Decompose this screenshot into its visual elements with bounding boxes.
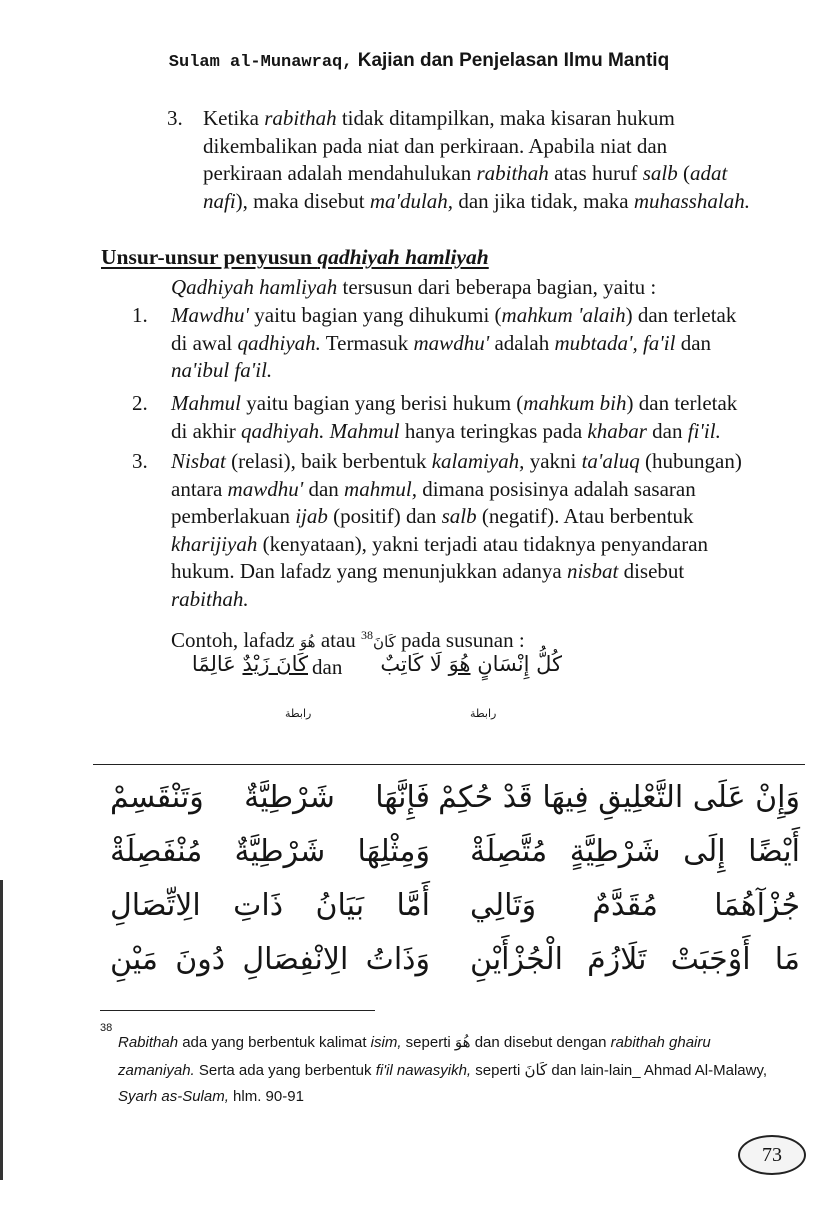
text-line: di awal qadhiyah. Termasuk mawdhu' adalah mubtada', fa'il dan: [171, 330, 712, 355]
poem-top-rule: [93, 764, 805, 765]
scan-edge: [0, 880, 3, 1180]
verse-sadr: وَإِنْ عَلَى التَّعْلِيقِ فِيهَا قَدْ حُكِمْ: [438, 780, 800, 815]
running-header: [0, 50, 838, 72]
header-title-part1: Sulam al-Munawraq,: [168, 53, 353, 72]
poem-verses: [100, 780, 800, 996]
text-line: Mawdhu' yaitu bagian yang dihukumi (mahkum 'alaih) dan terletak: [171, 303, 737, 327]
verse-line: [100, 834, 800, 888]
text-line: Rabithah ada yang berbentuk kalimat isim, seperti هُوَ dan disebut dengan rabithah ghairu: [118, 1033, 711, 1051]
text-line: rabithah.: [171, 586, 249, 611]
text-line: zamaniyah. Serta ada yang berbentuk fi'il nawasyikh, seperti كَانَ dan lain-lain_ Ahmad Al-Malawy,: [118, 1060, 768, 1079]
rabithah-label: رابطة: [285, 707, 312, 720]
text-line: na'ibul fa'il.: [171, 358, 273, 382]
text-line: Syarh as-Sulam, hlm. 90-91: [118, 1088, 304, 1105]
list-number: 3.: [132, 449, 148, 473]
footnote-ref: 38: [361, 628, 374, 642]
list-item-nisbat: [171, 448, 811, 613]
verse-ajuz: فَإِنَّهَا شَرْطِيَّةٌ وَتَنْقَسِمْ: [110, 780, 430, 815]
section-intro: Qadhiyah hamliyah tersusun dari beberapa bagian, yaitu :: [171, 275, 657, 299]
text-line: perkiraan adalah mendahulukan rabithah atas huruf salb (adat: [203, 161, 728, 185]
text-line: dikembalikan pada niat dan perkiraan. Apabila niat dan: [203, 133, 668, 158]
text-line: antara mawdhu' dan mahmul, dimana posisinya adalah sasaran: [171, 476, 696, 501]
text-line: kharijiyah (kenyataan), yakni terjadi atau tidaknya penyandaran: [171, 531, 709, 556]
verse-line: [100, 942, 800, 996]
example-intro: Contoh, lafadz هُوَ atau كَانَ$^{38}$ pada susunan :: [171, 628, 525, 652]
item3-paragraph: [203, 105, 809, 215]
footnote-text: [118, 1029, 810, 1111]
footnote-rule: [100, 1010, 375, 1011]
verse-ajuz: وَذَاتُ الِانْفِصَالِ دُونَ مَيْنِ: [110, 942, 430, 977]
text-line: pemberlakuan ijab (positif) dan salb (negatif). Atau berbentuk: [171, 504, 694, 528]
verse-ajuz: أَمَّا بَيَانُ ذَاتِ الِاتِّصَالِ: [110, 888, 430, 923]
header-title-part2: Kajian dan Penjelasan Ilmu Mantiq: [352, 50, 670, 71]
footnote-number: 38: [100, 1022, 113, 1034]
example-left-arabic: كَانَ زَيْدٌ عَالِمًا: [191, 652, 308, 676]
rabithah-label: رابطة: [470, 707, 497, 720]
verse-sadr: جُزْآهُمَا مُقَدَّمٌ وَتَالِي: [470, 888, 800, 923]
page-number: 73: [738, 1135, 806, 1175]
verse-sadr: مَا أَوْجَبَتْ تَلَازُمَ الْجُزْأَيْنِ: [470, 942, 800, 977]
arabic-huwa: هُوَ: [299, 633, 316, 651]
list-item-mawdhu: [171, 302, 811, 385]
list-number: 3.: [167, 106, 183, 130]
text-line: Nisbat (relasi), baik berbentuk kalamiyah, yakni ta'aluq (hubungan): [171, 449, 742, 473]
verse-sadr: أَيْضًا إِلَى شَرْطِيَّةٍ مُتَّصِلَةْ: [470, 834, 800, 869]
example-right-arabic: كُلُّ إِنْسَانٍ هُوَ لَا كَاتِبٌ: [380, 652, 562, 676]
text-line: di akhir qadhiyah. Mahmul hanya teringkas pada khabar dan fi'il.: [171, 418, 721, 443]
list-number: 1.: [132, 303, 148, 327]
text-line: hukum. Dan lafadz yang menunjukkan adanya nisbat disebut: [171, 559, 685, 583]
list-number: 2.: [132, 391, 148, 415]
text-line: Mahmul yaitu bagian yang berisi hukum (mahkum bih) dan terletak: [171, 391, 738, 415]
verse-ajuz: وَمِثْلِهَا شَرْطِيَّةٌ مُنْفَصِلَةْ: [110, 834, 430, 869]
verse-line: [100, 780, 800, 834]
arabic-kana: كَانَ: [373, 633, 396, 651]
section-heading: Unsur-unsur penyusun qadhiyah hamliyah: [101, 245, 489, 269]
text-line: nafi), maka disebut ma'dulah, dan jika tidak, maka muhasshalah.: [203, 188, 750, 213]
text-line: Ketika rabithah tidak ditampilkan, maka kisaran hukum: [203, 106, 675, 130]
verse-line: [100, 888, 800, 942]
list-item-mahmul: [171, 390, 811, 445]
example-dan: dan: [312, 655, 343, 679]
